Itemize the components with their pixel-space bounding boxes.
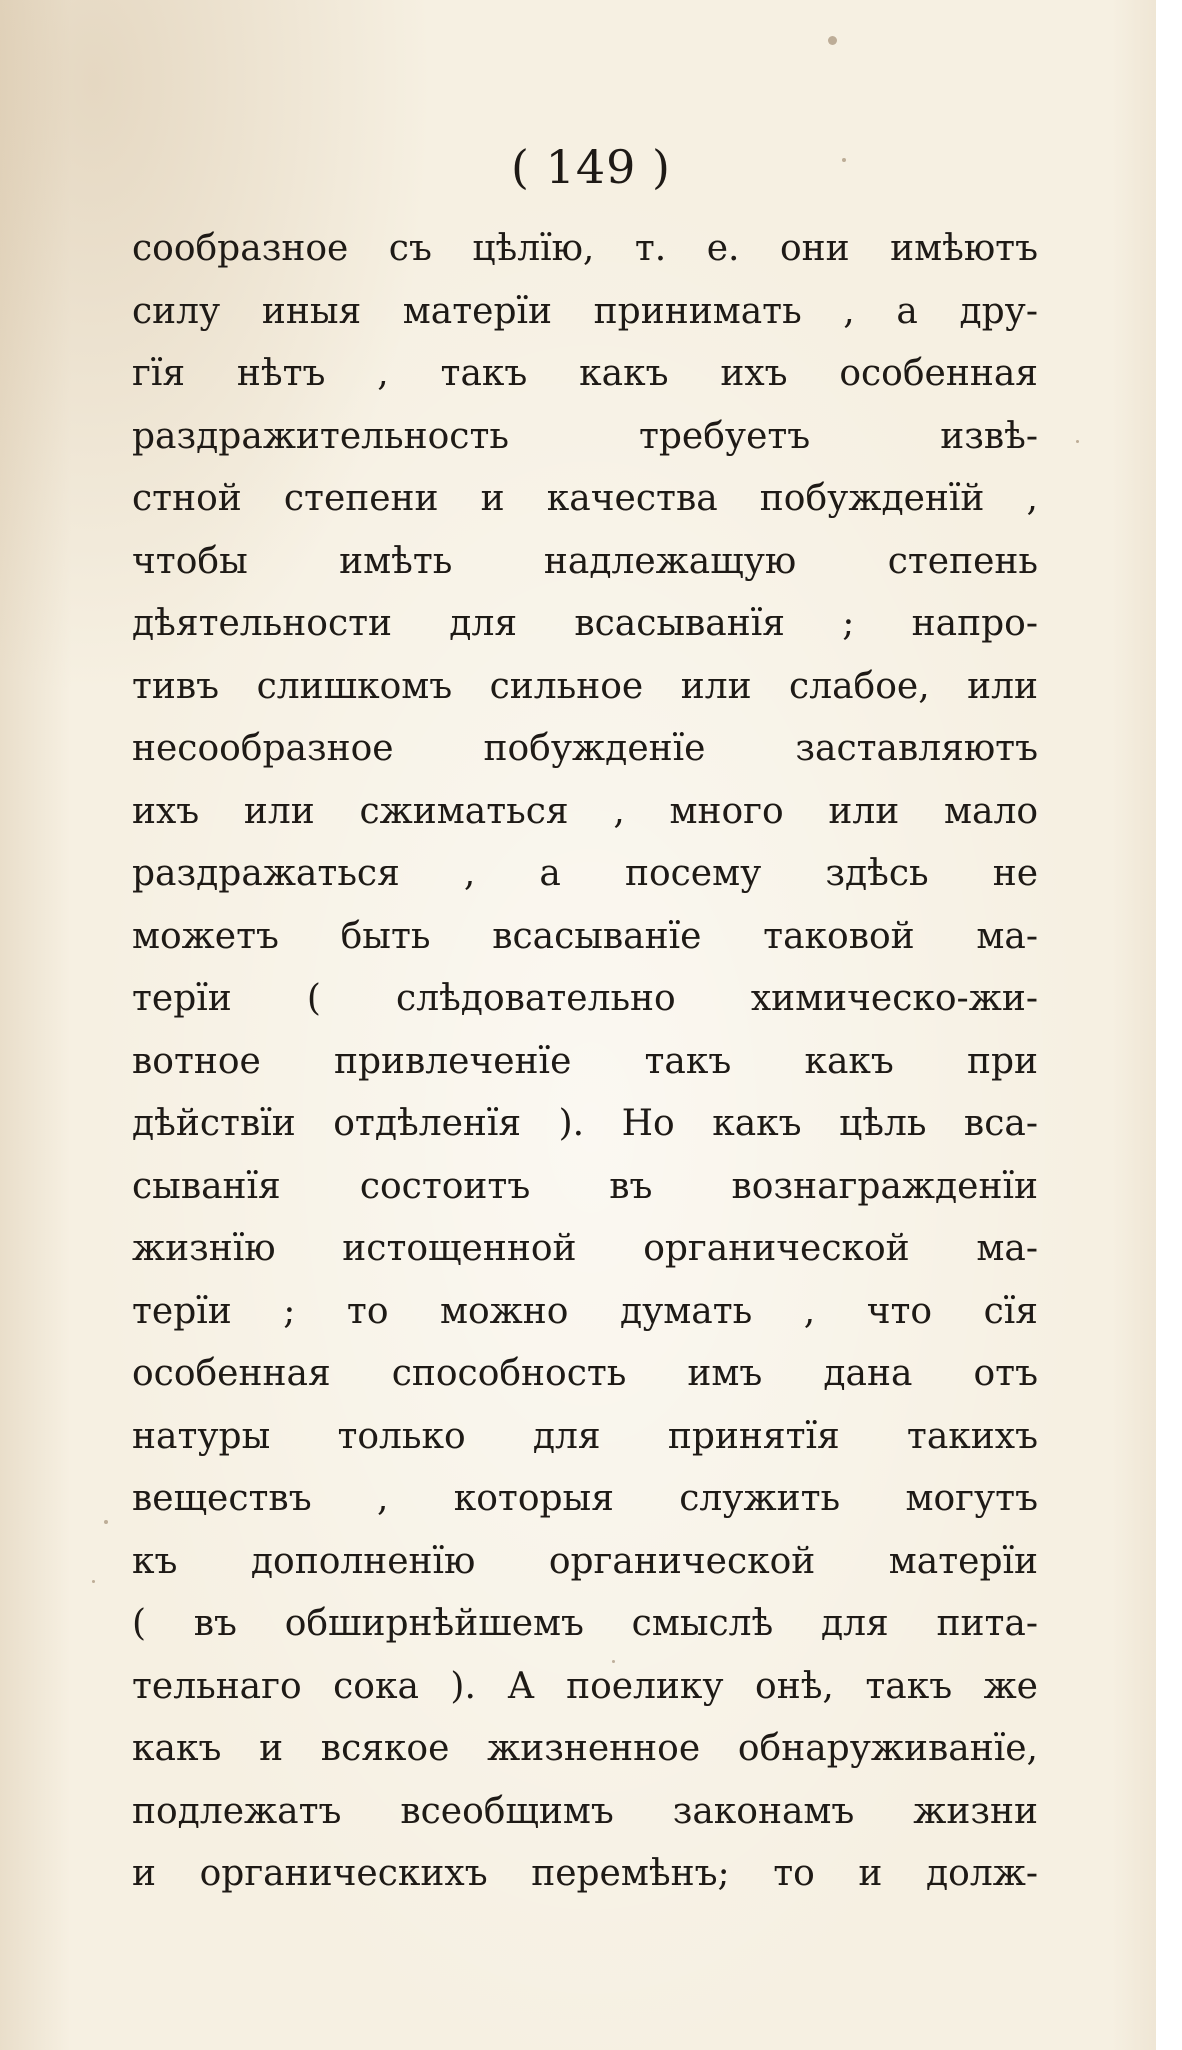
body-text <box>132 218 1038 1906</box>
page-number: ( 149 ) <box>511 140 671 194</box>
text-line: тельнаго сока ). А поелику онѣ, такъ же <box>132 1665 1038 1707</box>
text-line: веществъ , которыя служить могутъ <box>132 1478 1038 1519</box>
text-line: какъ и всякое жизненное обнаруживанїе, <box>132 1728 1038 1769</box>
text-line: силу иныя матерїи принимать , а дру- <box>132 290 1038 332</box>
text-line: стной степени и качества побужденїй , <box>132 478 1038 519</box>
text-line: тивъ слишкомъ сильное или слабое, или <box>132 665 1038 707</box>
text-line: натуры только для принятїя такихъ <box>132 1415 1038 1457</box>
text-line: подлежатъ всеобщимъ законамъ жизни <box>132 1790 1038 1832</box>
text-line: особенная способность имъ дана отъ <box>132 1353 1038 1394</box>
text-line: несообразное побужденїе заставляютъ <box>132 728 1038 769</box>
text-line: гїя нѣтъ , такъ какъ ихъ особенная <box>132 353 1038 394</box>
text-line: къ дополненїю органической матерїи <box>132 1540 1038 1582</box>
text-line: жизнїю истощенной органической ма- <box>132 1228 1038 1269</box>
text-line: вотное привлеченїе такъ какъ при <box>132 1040 1038 1082</box>
scan-margin <box>1156 0 1182 2050</box>
text-line: ( въ обширнѣйшемъ смыслѣ для пита- <box>132 1603 1038 1644</box>
text-line: сыванїя состоитъ въ вознагражденїи <box>132 1165 1038 1207</box>
text-line: терїи ; то можно думать , что сїя <box>132 1290 1038 1332</box>
text-line: терїи ( слѣдовательно химическо-жи- <box>132 978 1038 1019</box>
text-line: раздражаться , а посему здѣсь не <box>132 853 1038 894</box>
text-line: дѣятельности для всасыванїя ; напро- <box>132 603 1038 644</box>
text-line: ихъ или сжиматься , много или мало <box>132 790 1038 832</box>
text-line: дѣйствїи отдѣленїя ). Но какъ цѣль вса- <box>132 1103 1038 1144</box>
text-line: чтобы имѣть надлежащую степень <box>132 540 1038 582</box>
text-line: сообразное съ цѣлїю, т. е. они имѣютъ <box>132 228 1038 269</box>
text-line: раздражительность требуетъ извѣ- <box>132 415 1038 457</box>
text-line: и органическихъ перемѣнъ; то и долж- <box>132 1853 1038 1894</box>
text-line: можетъ быть всасыванїе таковой ма- <box>132 915 1038 957</box>
